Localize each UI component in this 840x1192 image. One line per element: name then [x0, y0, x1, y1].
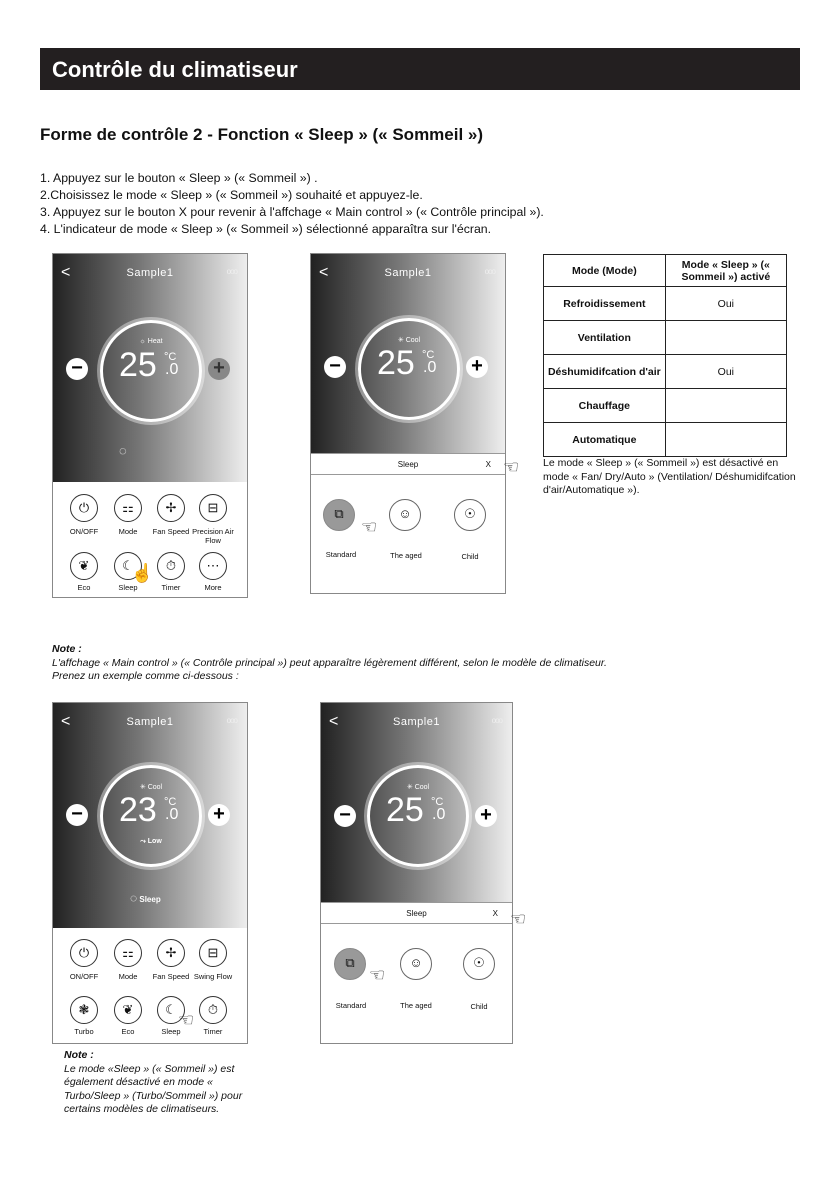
decrease-button[interactable]: − [324, 356, 346, 378]
sleep-option-standard[interactable]: ⧉ [334, 948, 366, 980]
button-label: Sleep [161, 1027, 181, 1036]
back-button[interactable]: < [329, 713, 339, 730]
table-header: Mode (Mode) [544, 255, 666, 287]
timer-icon[interactable]: ⏱ [157, 552, 185, 580]
decrease-button[interactable]: − [334, 805, 356, 827]
note-title: Note : [64, 1049, 94, 1061]
pointing-hand-icon: ☜ [361, 517, 378, 537]
table-cell [665, 389, 786, 423]
fan-speed-indicator: ⤳ Low [140, 838, 162, 845]
phone-screen-main-control-alt [52, 702, 248, 1044]
sleep-option-aged[interactable]: ☺ [389, 499, 421, 531]
mode-indicator: ✳ Cool [139, 784, 163, 791]
button-label: ON/OFF [69, 527, 99, 536]
airflow-icon[interactable]: ⊟ [199, 494, 227, 522]
button-label: Precision Air Flow [192, 527, 234, 545]
phone-screen-sleep-menu-alt [320, 702, 513, 1044]
increase-button[interactable]: + [466, 356, 488, 378]
power-icon[interactable]: ⏻ [70, 939, 98, 967]
temperature-value: 23 [119, 791, 157, 829]
table-cell: Ventilation [544, 321, 666, 355]
button-label: Swing Flow [193, 972, 233, 981]
temperature-dial [100, 765, 202, 867]
decrease-button[interactable]: − [66, 358, 88, 380]
sleep-panel-title: Sleep [406, 909, 427, 918]
step-2: 2.Choisissez le mode « Sleep » (« Sommeil ») souhaité et appuyez-le. [40, 188, 423, 202]
temperature-unit: °C [422, 349, 435, 361]
note-text: Prenez un exemple comme ci-dessous : [52, 670, 239, 682]
swing-icon[interactable]: ⊟ [199, 939, 227, 967]
temperature-dial [358, 318, 460, 420]
mode-table [543, 254, 787, 457]
table-note: Le mode « Sleep » (« Sommeil ») est désactivé en mode « Fan/ Dry/Auto » (Ventilation/ Déshumidifcation d'air/Automatique »). [543, 457, 796, 496]
sleep-option-aged[interactable]: ☺ [400, 948, 432, 980]
close-button[interactable]: X [485, 460, 491, 469]
table-row [544, 355, 787, 389]
decrease-button[interactable]: − [66, 804, 88, 826]
table-row [544, 287, 787, 321]
more-icon[interactable]: ⋯ [199, 552, 227, 580]
increase-button[interactable]: + [475, 805, 497, 827]
back-button[interactable]: < [61, 713, 71, 730]
button-label: Timer [203, 1027, 223, 1036]
moon-icon[interactable]: ☾ [114, 552, 142, 580]
leaf-icon[interactable]: ❦ [70, 552, 98, 580]
timer-icon[interactable]: ⏱ [199, 996, 227, 1024]
table-header-row [544, 255, 787, 287]
device-title: Sample1 [126, 716, 174, 728]
step-1: 1. Appuyez sur le bouton « Sleep » (« Sommeil ») . [40, 171, 318, 185]
sleep-option-child[interactable]: ☉ [463, 948, 495, 980]
mode-icon[interactable]: ⚏ [114, 494, 142, 522]
button-label: Eco [77, 583, 91, 592]
table-row [544, 389, 787, 423]
option-label: The aged [390, 551, 422, 560]
table-cell: Chauffage [544, 389, 666, 423]
table-cell: Déshumidifcation d'air [544, 355, 666, 389]
device-title: Sample1 [384, 267, 432, 279]
fan-icon[interactable]: ✢ [157, 939, 185, 967]
menu-dots-icon[interactable]: ooo [226, 267, 237, 276]
sleep-option-standard[interactable]: ⧉ [323, 499, 355, 531]
device-title: Sample1 [393, 716, 440, 728]
temperature-value: 25 [119, 346, 157, 384]
note-text: Le mode «Sleep » (« Sommeil ») est également désactivé en mode « Turbo/Sleep » (Turbo/Sommeil ») pour certains modèles de climatiseurs. [64, 1062, 243, 1115]
turbo-icon[interactable]: ❃ [70, 996, 98, 1024]
button-label: Timer [161, 583, 181, 592]
note-block [52, 643, 607, 684]
power-icon[interactable]: ⏻ [70, 494, 98, 522]
option-label: Standard [325, 550, 357, 559]
sleep-option-child[interactable]: ☉ [454, 499, 486, 531]
button-label: More [204, 583, 222, 592]
pointing-hand-icon: ☜ [369, 965, 386, 985]
increase-button[interactable]: + [208, 804, 230, 826]
pointing-hand-icon: ☜ [178, 1010, 195, 1030]
increase-button[interactable]: + [208, 358, 230, 380]
pointing-hand-icon: ☜ [510, 909, 527, 929]
temperature-decimal: .0 [432, 806, 446, 823]
mode-indicator: ✳ Cool [397, 337, 421, 344]
table-cell [665, 423, 786, 457]
temperature-value: 25 [386, 791, 424, 829]
section-title: Forme de contrôle 2 - Fonction « Sleep » (« Sommeil ») [40, 125, 484, 144]
temperature-unit: °C [164, 796, 177, 808]
control-area [53, 254, 247, 482]
step-4: 4. L'indicateur de mode « Sleep » (« Sommeil ») sélectionné apparaîtra sur l'écran. [40, 222, 492, 236]
control-area [311, 254, 505, 454]
button-label: Sleep [118, 583, 138, 592]
temperature-value: 25 [377, 344, 415, 382]
button-label: Fan Speed [152, 527, 190, 536]
button-label: Turbo [74, 1027, 94, 1036]
sleep-status-icon: ◌ [130, 891, 138, 905]
page-banner: Contrôle du climatiseur [40, 48, 800, 90]
temperature-unit: °C [431, 796, 444, 808]
table-header: Mode « Sleep » (« Sommeil ») activé [665, 255, 786, 287]
note-text: L'affchage « Main control » (« Contrôle principal ») peut apparaître légèrement différent, selon le modèle de climatiseur. [52, 656, 607, 669]
device-title: Sample1 [126, 267, 174, 279]
button-label: Fan Speed [152, 972, 190, 981]
sleep-status-icon: ◌ [119, 443, 127, 458]
table-cell: Automatique [544, 423, 666, 457]
note-title: Note : [52, 643, 82, 655]
phone-screen-sleep-menu [310, 253, 506, 594]
step-3: 3. Appuyez sur le bouton X pour revenir à l'affchage « Main control » (« Contrôle principal »). [40, 205, 544, 219]
temperature-unit: °C [164, 351, 177, 363]
pointing-hand-icon: ☜ [503, 457, 520, 477]
close-button[interactable]: X [492, 909, 498, 918]
mode-indicator: ☼ Heat [139, 338, 163, 345]
mode-indicator: ✳ Cool [406, 784, 430, 791]
temperature-dial [100, 320, 202, 422]
pointing-hand-icon: ☝ [131, 563, 154, 583]
table-row [544, 321, 787, 355]
table-cell [665, 321, 786, 355]
mode-icon[interactable]: ⚏ [114, 939, 142, 967]
sleep-panel-header [321, 902, 512, 924]
temperature-decimal: .0 [165, 806, 179, 823]
table-cell: Oui [665, 287, 786, 321]
sleep-panel-header [311, 453, 505, 475]
note-block-2 [64, 1049, 264, 1117]
option-label: Standard [335, 1001, 367, 1010]
button-label: Eco [121, 1027, 135, 1036]
control-area [53, 703, 247, 928]
button-label: Mode [118, 972, 138, 981]
moon-icon[interactable]: ☾ [157, 996, 185, 1024]
table-cell: Oui [665, 355, 786, 389]
back-button[interactable]: < [319, 264, 329, 281]
option-label: Child [461, 552, 479, 561]
table-row [544, 423, 787, 457]
menu-dots-icon[interactable]: ooo [226, 716, 237, 725]
menu-dots-icon[interactable]: ooo [484, 267, 495, 276]
sleep-status: ◌ Sleep [130, 891, 161, 905]
back-button[interactable]: < [61, 264, 71, 281]
temperature-dial [367, 765, 469, 867]
button-label: Mode [118, 527, 138, 536]
phone-screen-main-control [52, 253, 248, 598]
temperature-decimal: .0 [423, 359, 437, 376]
option-label: Child [470, 1002, 488, 1011]
temperature-decimal: .0 [165, 361, 179, 378]
option-label: The aged [400, 1001, 432, 1010]
button-label: ON/OFF [69, 972, 99, 981]
sleep-panel-title: Sleep [397, 460, 419, 469]
steps-list [40, 170, 544, 238]
table-cell: Refroidissement [544, 287, 666, 321]
control-area [321, 703, 512, 902]
fan-icon[interactable]: ✢ [157, 494, 185, 522]
menu-dots-icon[interactable]: ooo [491, 716, 502, 725]
leaf-icon[interactable]: ❦ [114, 996, 142, 1024]
